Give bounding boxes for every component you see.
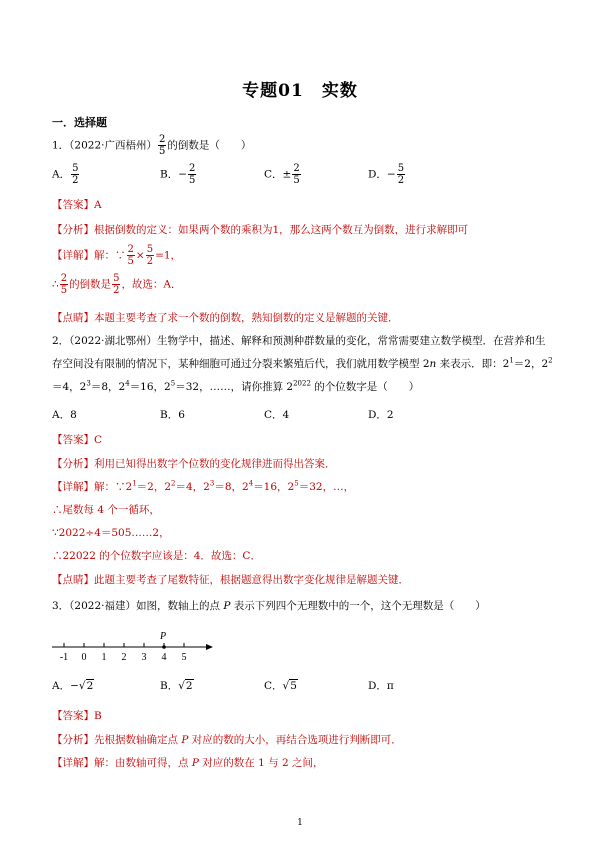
q1-analysis: 【分析】根据倒数的定义：如果两个数的乘积为1，那么这两个数互为倒数，进行求解即可	[52, 224, 469, 236]
page-title: 专题01 实数	[242, 81, 358, 101]
q1-comment: 【点睛】本题主要考查了求一个数的倒数，熟知倒数的定义是解题的关键．	[52, 312, 399, 324]
q2-analysis: 【分析】利用已知得出数字个位数的变化规律进而得出答案．	[52, 458, 336, 470]
q1-detail: 【详解】解：∵ $\frac{2}{5}$ × $\frac{5}{2}$ =1，	[52, 244, 182, 267]
point-p-label: P	[160, 631, 167, 642]
number-line-tick-label: 4	[161, 652, 167, 663]
q3-answer: 【答案】B	[52, 710, 102, 722]
number-line-arrow	[206, 644, 213, 650]
q2-option-d: D．2	[368, 409, 394, 421]
q1-option-b: B．− $\frac{2}{5}$	[160, 163, 196, 186]
q2-step-1: ∴尾数每 4 个一循环，	[52, 504, 160, 516]
q3-detail: 【详解】解：由数轴可得，点 P 对应的数在 1 与 2 之间，	[52, 757, 324, 769]
number-line-tick-label: 1	[101, 652, 107, 663]
q2-step-3: ∴22022 的个位数字应该是：4．故选：C．	[52, 550, 261, 562]
q1-fraction: $\frac{2}{5}$	[159, 134, 166, 157]
q2-option-c: C．4	[264, 409, 290, 421]
q1-option-d: D．− $\frac{5}{2}$	[368, 163, 405, 186]
number-line-tick-label: 3	[141, 652, 147, 663]
section-heading: 一．选择题	[52, 116, 107, 129]
q1-conclusion: ∴ $\frac{2}{5}$ 的倒数是 $\frac{5}{2}$ ，故选：A．	[52, 273, 182, 296]
q3-option-d: D．π	[368, 680, 394, 692]
q2-option-a: A．8	[52, 409, 77, 421]
q3-analysis: 【分析】先根据数轴确定点 P 对应的数的大小，再结合选项进行判断即可．	[52, 734, 402, 746]
number-line-figure	[50, 625, 220, 665]
q1-stem: 1．（2022·广西梧州） $\frac{2}{5}$ 的倒数是（ ）	[52, 134, 252, 157]
q2-option-b: B．6	[160, 409, 185, 421]
q3-option-a: A．−√2	[52, 680, 94, 692]
q3-option-b: B．√2	[160, 680, 193, 692]
number-line-tick-label: -1	[59, 652, 69, 663]
q1-answer: 【答案】A	[52, 199, 102, 211]
number-line-ticks	[60, 643, 187, 663]
number-line-tick-label: 0	[81, 652, 87, 663]
number-line-tick-label: 5	[181, 652, 187, 663]
q2-step-2: ∵2022÷4＝505……2，	[52, 527, 170, 539]
q3-option-c: C．√5	[264, 680, 297, 692]
q2-stem-line2: 存空间没有限制的情况下，某种细胞可通过分裂来繁殖后代，我们就用数学模型 2n 来表示．即：$2^1=2$，$2^2$	[52, 356, 553, 370]
q1-option-c: C．± $\frac{2}{5}$	[264, 163, 300, 186]
page-number: 1	[297, 818, 303, 828]
number-line-tick-label: 2	[121, 652, 127, 663]
q3-stem: 3．（2022·福建）如图，数轴上的点 P 表示下列四个无理数中的一个，这个无理数是（ ）	[52, 600, 486, 612]
point-p-marker	[162, 645, 166, 649]
q2-comment: 【点睛】此题主要考查了尾数特征，根据题意得出数字变化规律是解题关键．	[52, 574, 409, 586]
q2-answer: 【答案】C	[52, 434, 103, 446]
q2-stem-line3: ＝4，$2^3=8$，$2^4=16$，$2^5=32$，……，请你推算 $2^{2022}$ 的个位数字是（ ）	[52, 379, 420, 393]
q1-option-a: A． $\frac{5}{2}$	[52, 163, 79, 186]
q2-stem-line1: 2．（2022·湖北鄂州）生物学中，描述、解释和预测种群数量的变化，常常需要建立数学模型．在营养和生	[52, 335, 546, 347]
q2-detail: 【详解】解：$\because 2^1=2$，$2^2=4$，$2^3=8$，$2^4=16$，$2^5=32$，…，	[52, 479, 355, 493]
